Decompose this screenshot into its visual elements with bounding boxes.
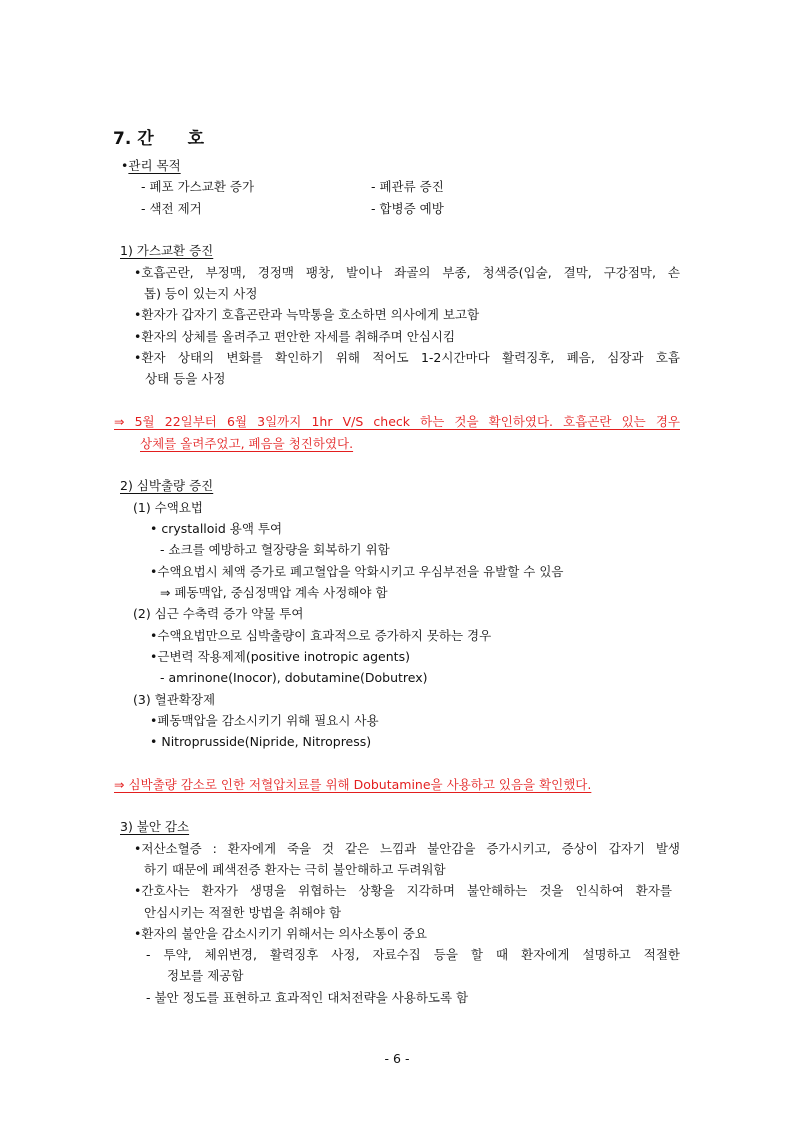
gas-nursing-note-line-1: ⇒ 5월 22일부터 6월 3일까지 1hr V/S check 하는 것을 확인하였다. 호흡곤란 있는 경우 [114,414,680,429]
anxiety-detail-1-line-1: - 투약, 체위변경, 활력징후 사정, 자료수집 등을 할 때 환자에게 설명하고 적절한 [146,947,680,962]
section-title [113,131,204,148]
anxiety-bullet-2-line-1: •간호사는 환자가 생명을 위협하는 상황을 지각하며 불안해하는 것을 인식하여 환자를 [134,883,672,898]
cardiac-sub-2: (2) 심근 수축력 증가 약물 투여 [133,606,304,621]
cardiac-sub-2-bullet-2: •근변력 작용제제(positive inotropic agents) [150,649,410,664]
gas-heading: 1) 가스교환 증진 [120,243,214,258]
cardiac-sub-1: (1) 수액요법 [133,500,203,515]
anxiety-detail-2: - 불안 정도를 표현하고 효과적인 대처전략을 사용하도록 함 [146,990,469,1005]
section-number: 7. [113,129,132,149]
anxiety-detail-1-line-2: 정보를 제공함 [167,968,244,983]
cardiac-sub-3: (3) 혈관확장제 [133,692,216,707]
cardiac-nursing-note: ⇒ 심박출량 감소로 인한 저혈압치료를 위해 Dobutamine을 사용하고 있음을 확인했다. [114,777,592,792]
bullet-icon: • [121,158,129,173]
goals-heading-row [121,160,181,173]
section-title-char-2: 호 [187,129,205,149]
gas-bullet-3: •환자의 상체를 올려주고 편안한 자세를 취해주며 안심시킴 [134,329,456,344]
anxiety-heading: 3) 불안 감소 [120,819,190,834]
goal-item: - 폐관류 증진 [371,179,444,194]
anxiety-bullet-3: •환자의 불안을 감소시키기 위해서는 의사소통이 중요 [134,926,427,941]
cardiac-sub-3-bullet-2: • Nitroprusside(Nipride, Nitropress) [150,734,372,749]
cardiac-sub-3-bullet-1: •폐동맥압을 감소시키기 위해 필요시 사용 [150,713,379,728]
anxiety-bullet-1-line-2: 하기 때문에 폐색전증 환자는 극히 불안해하고 두려워함 [144,862,446,877]
goals-heading: 관리 목적 [128,158,181,173]
gas-bullet-1-line-2: 톱) 등이 있는지 사정 [144,286,258,301]
cardiac-sub-2-bullet-1: •수액요법만으로 심박출량이 효과적으로 증가하지 못하는 경우 [150,628,492,643]
page-number: - 6 - [384,1051,410,1066]
anxiety-bullet-1-line-1: •저산소혈증 : 환자에게 죽을 것 같은 느낌과 불안감을 증가시키고, 증상이 갑자기 발생 [134,841,680,856]
cardiac-sub-1-bullet-1: • crystalloid 용액 투여 [150,521,283,536]
cardiac-sub-1-bullet-2: •수액요법시 체액 증가로 폐고혈압을 악화시키고 우심부전을 유발할 수 있음 [150,564,564,579]
gas-bullet-2: •환자가 갑자기 호흡곤란과 늑막통을 호소하면 의사에게 보고함 [134,307,480,322]
gas-bullet-1-line-1: •호흡곤란, 부정맥, 경정맥 팽창, 발이나 좌골의 부종, 청색증(입술, 결막, 구강점막, 손 [134,265,680,280]
cardiac-sub-1-arrow-note: ⇒ 폐동맥압, 중심정맥압 계속 사정해야 함 [160,585,388,600]
gas-nursing-note-line-2: 상체를 올려주었고, 폐음을 청진하였다. [140,436,354,451]
gas-bullet-4-line-1: •환자 상태의 변화를 확인하기 위해 적어도 1-2시간마다 활력징후, 폐음, 심장과 호흡 [134,350,680,365]
goal-item: - 폐포 가스교환 증가 [141,179,255,194]
gas-bullet-4-line-2: 상태 등을 사정 [145,371,226,386]
cardiac-heading: 2) 심박출량 증진 [120,478,214,493]
cardiac-sub-2-detail: - amrinone(Inocor), dobutamine(Dobutrex) [160,670,428,685]
section-title-char-1: 간 [137,129,154,149]
goal-item: - 색전 제거 [141,201,202,216]
cardiac-sub-1-detail: - 쇼크를 예방하고 혈장량을 회복하기 위함 [160,542,390,557]
goal-item: - 합병증 예방 [371,201,444,216]
anxiety-bullet-2-line-2: 안심시키는 적절한 방법을 취해야 함 [144,905,342,920]
